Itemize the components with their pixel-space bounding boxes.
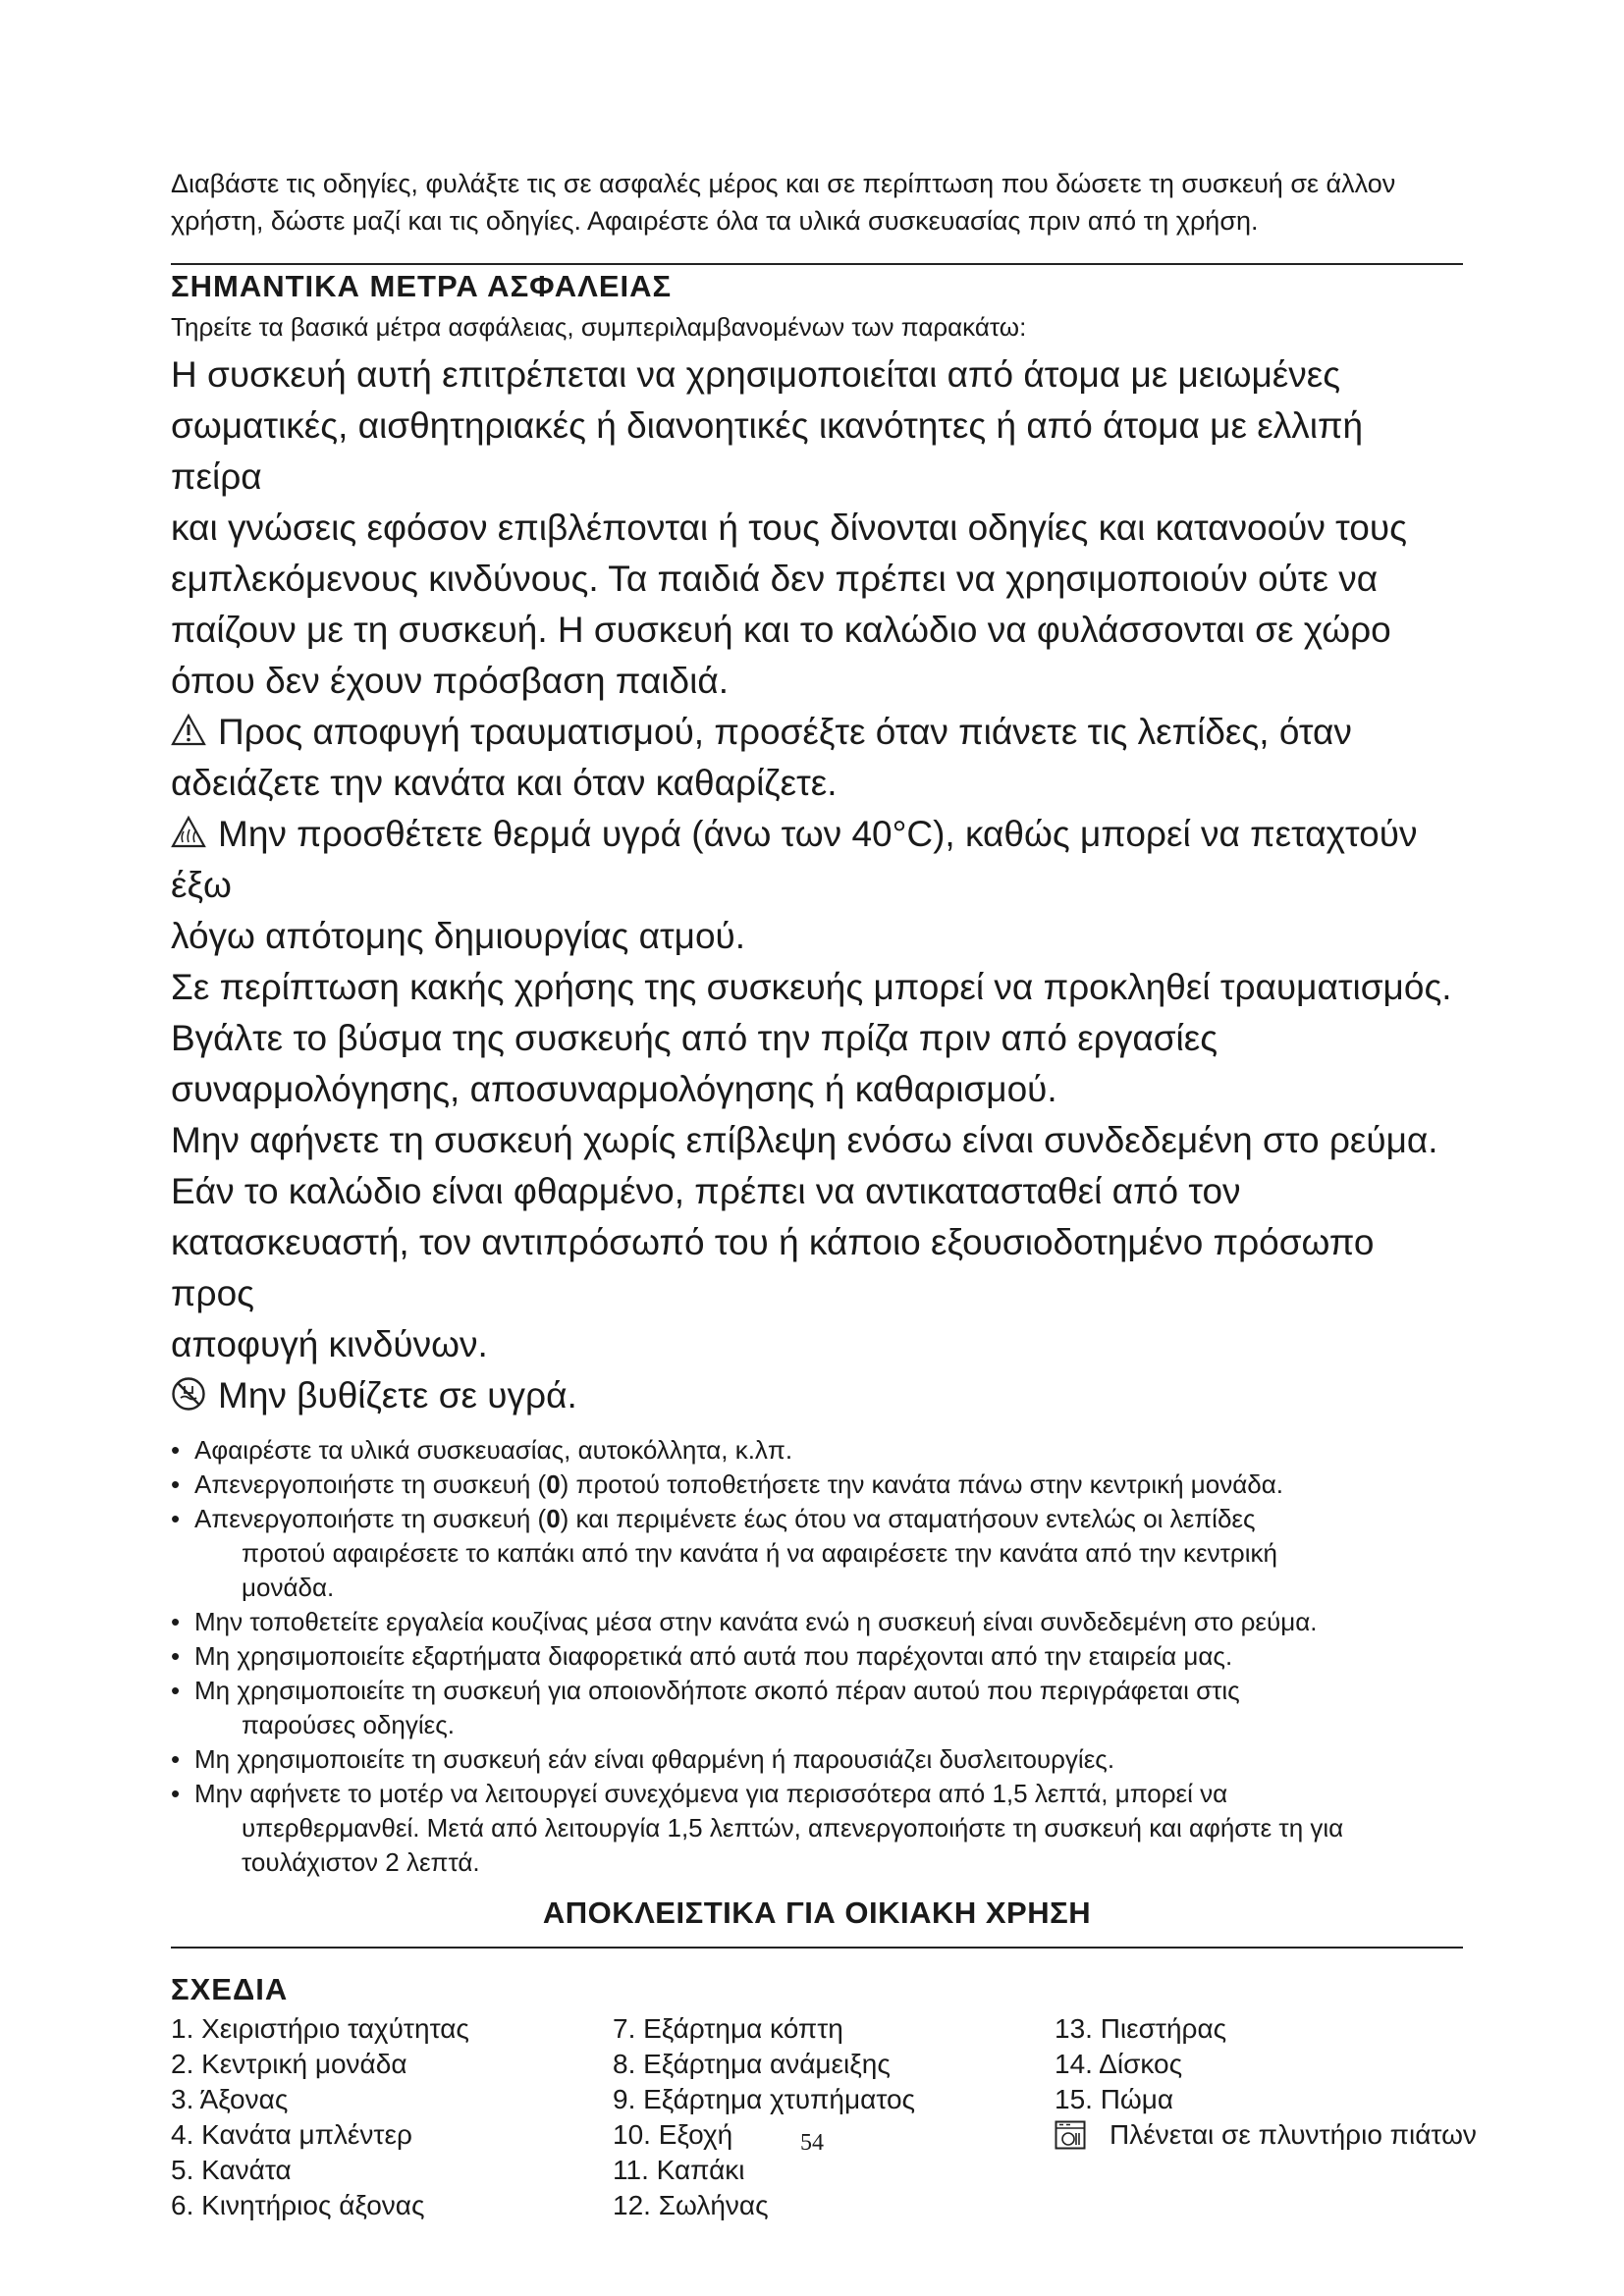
parts-column [613,2011,1055,2223]
intro-paragraph [171,165,1463,240]
warning-triangle-icon [171,711,206,746]
safety-subtitle: Τηρείτε τα βασικά μέτρα ασφάλειας, συμπεριλαμβανομένων των παρακάτω: [171,312,1027,342]
part-item: 10. Εξοχή [613,2119,733,2150]
bullet-text: • Μη χρησιμοποιείτε τη συσκευή εάν είναι φθαρμένη ή παρουσιάζει δυσλειτουργίες. [194,1744,1115,1774]
part-item: 5. Κανάτα [171,2155,292,2185]
text-line: λόγω απότομης δημιουργίας ατμού. [171,916,746,956]
text-line: Βγάλτε το βύσμα της συσκευής από την πρίζα πριν από εργασίες [171,1018,1218,1058]
part-item: 8. Εξάρτημα ανάμειξης [613,2049,891,2079]
part-item: 13. Πιεστήρας [1055,2013,1227,2044]
intro-line: χρήστη, δώστε μαζί και τις οδηγίες. Αφαιρέστε όλα τα υλικά συσκευασίας πριν από τη χρήση. [171,206,1259,236]
text-line: κατασκευαστή, τον αντιπρόσωπό του ή κάποιο εξουσιοδοτημένο πρόσωπο προς [171,1222,1375,1313]
blade-warning [171,707,1463,809]
bullet-text: • Μη χρησιμοποιείτε εξαρτήματα διαφορετικά από αυτά που παρέχονται από την εταιρεία μας. [194,1641,1233,1671]
bullet-text: • Απενεργοποιήστε τη συσκευή (0) προτού τοποθετήσετε την κανάτα πάνω στην κεντρική μονάδα. [194,1469,1283,1499]
list-item [171,1502,1463,1605]
bullet-text-continued: παρούσες οδηγίες. [242,1710,455,1739]
bullet-text: • Μην αφήνετε το μοτέρ να λειτουργεί συνεχόμενα για περισσότερα από 1,5 λεπτά, μπορεί να [194,1779,1228,1808]
list-item [171,1639,1463,1674]
no-immerse-icon [171,1374,206,1410]
bullet-text-continued: υπερθερμανθεί. Μετά από λειτουργία 1,5 λεπτών, απενεργοποιήστε τη συσκευή και αφήστε τη για [242,1813,1344,1842]
bullet-text: • Μην τοποθετείτε εργαλεία κουζίνας μέσα στην κανάτα ενώ η συσκευή είναι συνδεδεμένη στο ρεύμα. [194,1607,1318,1636]
list-item [171,1674,1463,1742]
hot-liquid-warning [171,809,1463,962]
part-item: 11. Καπάκι [613,2155,745,2185]
text-line: συναρμολόγησης, αποσυναρμολόγησης ή καθαρισμού. [171,1069,1057,1109]
parts-list [171,2011,1477,2223]
list-item [171,1433,1463,1468]
bullet-text-continued: προτού αφαιρέσετε το καπάκι από την κανάτα ή να αφαιρέσετε την κανάτα από την κεντρική [242,1538,1277,1568]
text-line: σωματικές, αισθητηριακές ή διανοητικές ικανότητες ή από άτομα με ελλιπή πείρα [171,405,1364,497]
part-item: 4. Κανάτα μπλέντερ [171,2119,412,2150]
misuse-paragraph [171,962,1463,1370]
part-item: 1. Χειριστήριο ταχύτητας [171,2013,469,2044]
list-item [171,1777,1463,1880]
text-line: παίζουν με τη συσκευή. Η συσκευή και το καλώδιο να φυλάσσονται σε χώρο [171,610,1391,650]
intro-line: Διαβάστε τις οδηγίες, φυλάξτε τις σε ασφαλές μέρος και σε περίπτωση που δώσετε τη συσκευή σε άλλον [171,169,1396,198]
text-line: και γνώσεις εφόσον επιβλέπονται ή τους δίνονται οδηγίες και κατανοούν τους [171,507,1407,548]
page-content [171,165,1477,2223]
no-immerse-warning [171,1370,1463,1421]
hot-liquid-warning-icon [171,813,206,848]
off-symbol: 0 [546,1504,561,1533]
part-item: 15. Πώμα [1055,2084,1174,2114]
text-line: Μην βυθίζετε σε υγρά. [218,1375,577,1415]
part-item: 2. Κεντρική μονάδα [171,2049,407,2079]
list-item [171,1468,1463,1502]
divider [171,263,1463,265]
off-symbol: 0 [546,1469,561,1499]
safety-title: ΣΗΜΑΝΤΙΚΑ ΜΕΤΡΑ ΑΣΦΑΛΕΙΑΣ [171,269,673,303]
bullet-text: • Αφαιρέστε τα υλικά συσκευασίας, αυτοκόλλητα, κ.λπ. [194,1435,793,1465]
page-number: 54 [800,2130,824,2156]
bullet-text-continued: τουλάχιστον 2 λεπτά. [242,1847,480,1877]
text-line: Μην αφήνετε τη συσκευή χωρίς επίβλεψη ενόσω είναι συνδεδεμένη στο ρεύμα. [171,1120,1438,1160]
drawings-title: ΣΧΕΔΙΑ [171,1972,289,2006]
divider [171,1947,1463,1949]
part-item: 7. Εξάρτημα κόπτη [613,2013,843,2044]
text-line: Προς αποφυγή τραυματισμού, προσέξτε όταν πιάνετε τις λεπίδες, όταν [218,712,1352,752]
text-line: Εάν το καλώδιο είναι φθαρμένο, πρέπει να αντικατασταθεί από τον [171,1171,1241,1211]
parts-column [1055,2011,1477,2223]
part-item: 14. Δίσκος [1055,2049,1183,2079]
list-item [171,1605,1463,1639]
text-line: όπου δεν έχουν πρόσβαση παιδιά. [171,661,729,701]
bullet-text-continued: μονάδα. [242,1573,335,1602]
part-item: 3. Άξονας [171,2084,289,2114]
safety-paragraph [171,349,1463,707]
bullet-text: • Απενεργοποιήστε τη συσκευή (0) και περιμένετε έως ότου να σταματήσουν εντελώς οι λεπίδες [194,1504,1256,1533]
text-line: Σε περίπτωση κακής χρήσης της συσκευής μπορεί να προκληθεί τραυματισμός. [171,967,1452,1007]
part-item: 6. Κινητήριος άξονας [171,2190,425,2220]
household-use-only: ΑΠΟΚΛΕΙΣΤΙΚΑ ΓΙΑ ΟΙΚΙΑΚΗ ΧΡΗΣΗ [542,1896,1092,1930]
bullet-text: • Μη χρησιμοποιείτε τη συσκευή για οποιονδήποτε σκοπό πέραν αυτού που περιγράφεται στις [194,1676,1240,1705]
text-line: εμπλεκόμενους κινδύνους. Τα παιδιά δεν πρέπει να χρησιμοποιούν ούτε να [171,559,1379,599]
text-line: Η συσκευή αυτή επιτρέπεται να χρησιμοποιείται από άτομα με μειωμένες [171,354,1341,395]
text-line: αποφυγή κινδύνων. [171,1324,488,1364]
dishwasher-text: Πλένεται σε πλυντήριο πιάτων [1110,2119,1477,2150]
list-item [171,1742,1463,1777]
text-line: αδειάζετε την κανάτα και όταν καθαρίζετε. [171,763,838,803]
text-line: Μην προσθέτετε θερμά υγρά (άνω των 40°C), καθώς μπορεί να πεταχτούν έξω [171,814,1418,905]
parts-column [171,2011,613,2223]
safety-bullet-list [171,1433,1463,1880]
part-item: 9. Εξάρτημα χτυπήματος [613,2084,916,2114]
part-item: 12. Σωλήνας [613,2190,769,2220]
